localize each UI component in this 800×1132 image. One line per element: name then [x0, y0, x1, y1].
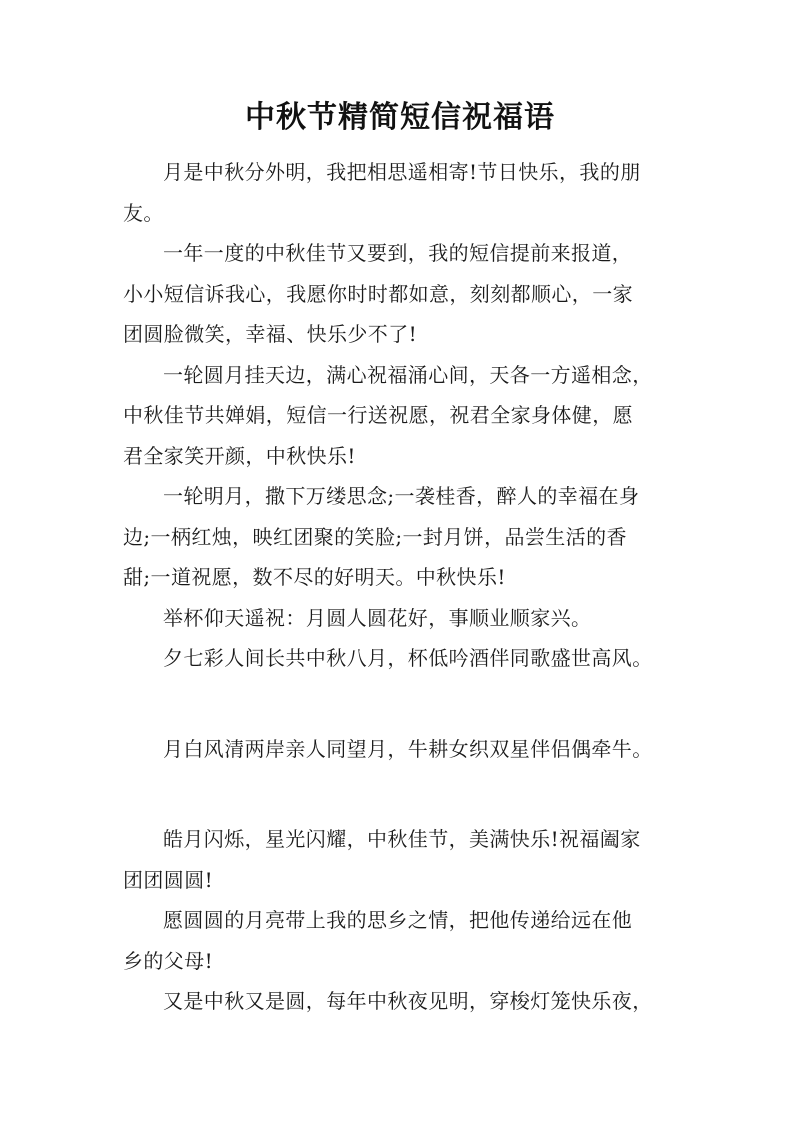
paragraph: [123, 638, 668, 679]
text-line: 团圆脸微笑，幸福、快乐少不了!: [123, 322, 418, 346]
text-line: 愿圆圆的月亮带上我的思乡之情，把他传递给远在他: [163, 908, 633, 932]
paragraph: [123, 598, 668, 639]
text-line: 甜;一道祝愿，数不尽的好明天。中秋快乐!: [123, 565, 506, 589]
text-line: 月白风清两岸亲人同望月，牛耕女织双星伴侣偶牵牛。: [163, 736, 653, 761]
document-title: 中秋节精简短信祝福语: [245, 100, 555, 135]
text-line: 皓月闪烁，星光闪耀，中秋佳节，美满快乐!祝福阖家: [163, 827, 641, 851]
text-line: 君全家笑开颜，中秋快乐!: [123, 443, 356, 468]
text-line: 乡的父母!: [123, 948, 214, 973]
text-line: 团团圆圆!: [123, 867, 214, 892]
text-line: 中秋佳节共婵娟，短信一行送祝愿，祝君全家身体健，愿: [123, 403, 633, 427]
text-line: 边;一柄红烛，映红团聚的笑脸;一封月饼，品尝生活的香: [123, 524, 627, 549]
text-line: 一轮明月，撒下万缕思念;一袭桂香，醉人的幸福在身: [163, 484, 640, 508]
text-line: 小小短信诉我心，我愿你时时都如意，刻刻都顺心，一家: [123, 281, 633, 306]
text-line: 友。: [123, 200, 164, 225]
document-body: [123, 152, 668, 1022]
paragraph: [123, 152, 668, 233]
paragraph: [123, 981, 668, 1022]
text-line: 举杯仰天遥祝：月圆人圆花好，事顺业顺家兴。: [163, 605, 592, 630]
text-line: 夕七彩人间长共中秋八月，杯低吟酒伴同歌盛世高风。: [163, 646, 653, 670]
text-line: 又是中秋又是圆，每年中秋夜见明，穿梭灯笼快乐夜，: [163, 989, 653, 1013]
paragraph: [123, 900, 668, 981]
text-line: 月是中秋分外明，我把相思遥相寄!节日快乐，我的朋: [163, 160, 641, 184]
paragraph: [123, 819, 668, 900]
paragraph: [123, 729, 668, 770]
text-line: 一轮圆月挂天边，满心祝福涌心间，天各一方遥相念，: [163, 362, 653, 387]
text-line: 一年一度的中秋佳节又要到，我的短信提前来报道，: [163, 241, 633, 265]
paragraph: [123, 476, 668, 598]
paragraph: [123, 233, 668, 355]
paragraph: [123, 355, 668, 477]
